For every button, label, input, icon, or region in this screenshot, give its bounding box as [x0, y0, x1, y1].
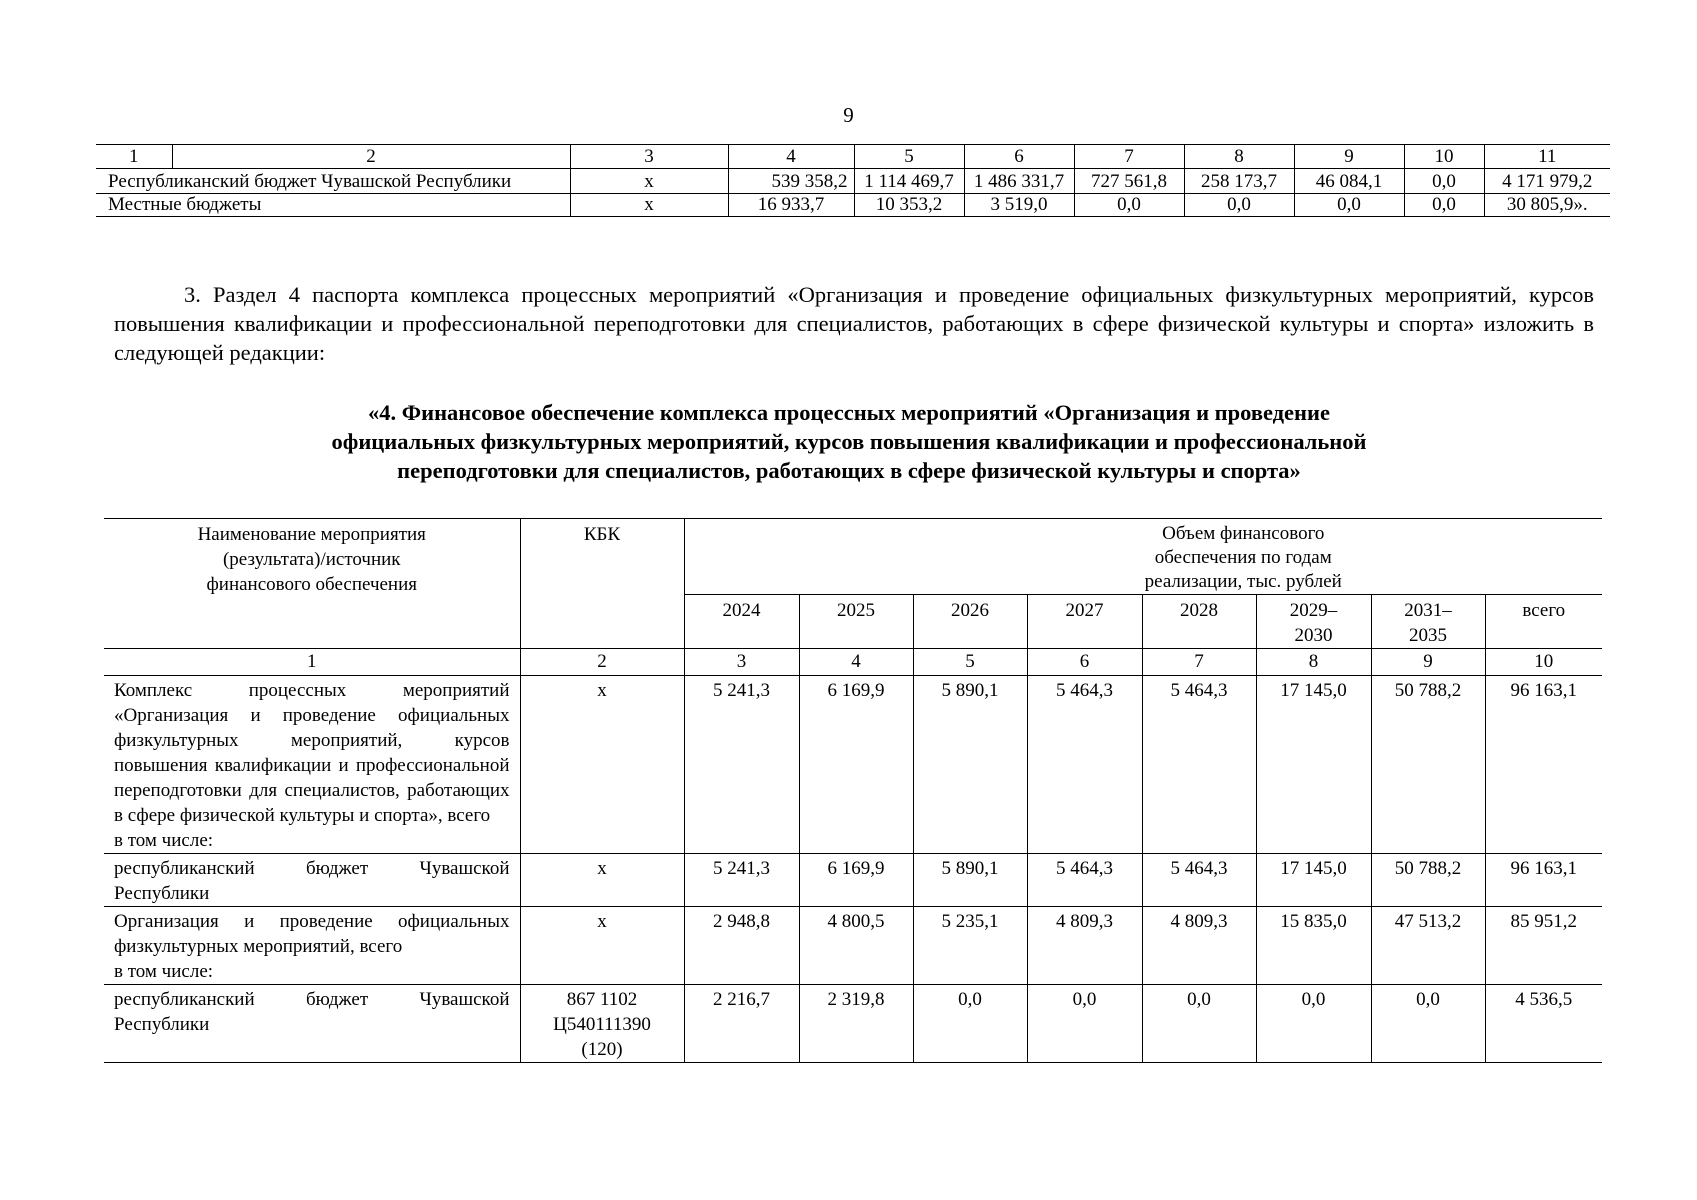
row-value: 0,0 — [1404, 169, 1484, 194]
header-year: 2025 — [799, 595, 913, 649]
row-value: 5 464,3 — [1142, 676, 1256, 854]
column-number: 8 — [1184, 145, 1294, 169]
continuation-table — [96, 144, 1610, 217]
row-value: 6 169,9 — [799, 676, 913, 854]
heading-line: «4. Финансовое обеспечение комплекса процессных мероприятий «Организация и проведение — [368, 400, 1330, 425]
row-name-cell — [104, 985, 520, 1063]
row-value: 50 788,2 — [1371, 676, 1485, 854]
financing-table — [104, 518, 1602, 1063]
table-row — [96, 194, 1610, 217]
row-value: 5 890,1 — [913, 854, 1027, 907]
column-numbers-row — [96, 145, 1610, 169]
row-name: республиканский бюджет Чувашской Республики — [114, 989, 510, 1035]
row-value: 17 145,0 — [1256, 676, 1371, 854]
column-number: 2 — [172, 145, 570, 169]
column-number: 7 — [1142, 649, 1256, 676]
row-value: 5 464,3 — [1027, 854, 1142, 907]
header-kbk-col: КБК — [520, 519, 684, 649]
column-number: 9 — [1294, 145, 1404, 169]
row-value: 0,0 — [1184, 194, 1294, 217]
row-value: 539 358,2 — [728, 169, 854, 194]
column-number: 3 — [684, 649, 799, 676]
column-number: 9 — [1371, 649, 1485, 676]
heading-line: официальных физкультурных мероприятий, курсов повышения квалификации и профессиональной — [331, 429, 1367, 454]
header-year: 2028 — [1142, 595, 1256, 649]
row-value: 0,0 — [1027, 985, 1142, 1063]
row-value: 46 084,1 — [1294, 169, 1404, 194]
row-name-extra: в том числе: — [114, 830, 214, 851]
row-kbk: х — [570, 169, 728, 194]
row-value: 0,0 — [913, 985, 1027, 1063]
column-number: 4 — [728, 145, 854, 169]
column-number: 2 — [520, 649, 684, 676]
row-value: 47 513,2 — [1371, 907, 1485, 985]
row-name: Республиканский бюджет Чувашской Республики — [96, 169, 570, 194]
row-kbk: х — [520, 676, 684, 854]
row-value: 0,0 — [1142, 985, 1256, 1063]
row-value: 5 890,1 — [913, 676, 1027, 854]
header-year: 2029–2030 — [1256, 595, 1371, 649]
header-year: 2031–2035 — [1371, 595, 1485, 649]
row-name-cell — [104, 907, 520, 985]
row-value: 0,0 — [1294, 194, 1404, 217]
row-kbk: х — [520, 907, 684, 985]
column-number: 1 — [104, 649, 520, 676]
header-year: 2027 — [1027, 595, 1142, 649]
table-row — [104, 676, 1602, 854]
header-row — [104, 519, 1602, 595]
row-value: 1 114 469,7 — [854, 169, 964, 194]
table-row — [104, 985, 1602, 1063]
row-value: 0,0 — [1256, 985, 1371, 1063]
row-value: 5 464,3 — [1027, 676, 1142, 854]
column-number: 6 — [964, 145, 1074, 169]
row-name-cell — [104, 854, 520, 907]
header-name-col: Наименование мероприятия (результата)/источник финансового обеспечения — [104, 519, 520, 649]
row-name: Организация и проведение официальных физкультурных мероприятий, всего — [114, 911, 510, 957]
row-value: 1 486 331,7 — [964, 169, 1074, 194]
row-kbk: х — [520, 854, 684, 907]
row-value: 15 835,0 — [1256, 907, 1371, 985]
column-numbers-row — [104, 649, 1602, 676]
column-number: 1 — [96, 145, 172, 169]
row-value: 2 319,8 — [799, 985, 913, 1063]
row-value: 5 241,3 — [684, 854, 799, 907]
column-number: 11 — [1484, 145, 1610, 169]
row-name: республиканский бюджет Чувашской Республики — [114, 858, 510, 904]
row-name-extra: в том числе: — [114, 961, 214, 982]
row-value: 10 353,2 — [854, 194, 964, 217]
row-value: 16 933,7 — [728, 194, 854, 217]
row-value: 6 169,9 — [799, 854, 913, 907]
column-number: 8 — [1256, 649, 1371, 676]
row-kbk: х — [570, 194, 728, 217]
section-heading — [150, 398, 1548, 485]
column-number: 10 — [1485, 649, 1602, 676]
row-value: 0,0 — [1371, 985, 1485, 1063]
table-row — [104, 854, 1602, 907]
row-value: 727 561,8 — [1074, 169, 1184, 194]
amendment-paragraph: 3. Раздел 4 паспорта комплекса процессных мероприятий «Организация и проведение официальных физкультурных мероприятий, курсов повышения квалификации и профессиональной переподготовки для специалистов, работающих в сфере физической культуры и спорта» изложить в следующей редакции: — [114, 282, 1594, 365]
row-name: Местные бюджеты — [96, 194, 570, 217]
page-number: 9 — [843, 103, 854, 127]
header-year: 2024 — [684, 595, 799, 649]
column-number: 5 — [854, 145, 964, 169]
row-value: 4 171 979,2 — [1484, 169, 1610, 194]
row-value: 96 163,1 — [1485, 854, 1602, 907]
row-value: 4 536,5 — [1485, 985, 1602, 1063]
row-name-cell — [104, 676, 520, 854]
row-value: 2 948,8 — [684, 907, 799, 985]
column-number: 7 — [1074, 145, 1184, 169]
row-value: 0,0 — [1074, 194, 1184, 217]
table-row — [96, 169, 1610, 194]
row-value: 5 241,3 — [684, 676, 799, 854]
row-value: 258 173,7 — [1184, 169, 1294, 194]
column-number: 5 — [913, 649, 1027, 676]
header-year: 2026 — [913, 595, 1027, 649]
row-value: 96 163,1 — [1485, 676, 1602, 854]
header-volume-col: Объем финансового обеспечения по годам реализации, тыс. рублей — [684, 519, 1602, 595]
row-value: 2 216,7 — [684, 985, 799, 1063]
row-value: 17 145,0 — [1256, 854, 1371, 907]
row-value: 0,0 — [1404, 194, 1484, 217]
row-value: 4 809,3 — [1027, 907, 1142, 985]
header-year: всего — [1485, 595, 1602, 649]
row-value: 5 235,1 — [913, 907, 1027, 985]
column-number: 6 — [1027, 649, 1142, 676]
heading-line: переподготовки для специалистов, работающих в сфере физической культуры и спорта» — [397, 458, 1301, 483]
row-value: 3 519,0 — [964, 194, 1074, 217]
table-row — [104, 907, 1602, 985]
column-number: 10 — [1404, 145, 1484, 169]
row-value: 85 951,2 — [1485, 907, 1602, 985]
row-value: 4 809,3 — [1142, 907, 1256, 985]
row-value: 5 464,3 — [1142, 854, 1256, 907]
row-value: 4 800,5 — [799, 907, 913, 985]
row-name: Комплекс процессных мероприятий «Организация и проведение официальных физкультурных мероприятий, курсов повышения квалификации и профессиональной переподготовки для специалистов, работающих в сфере физической культуры и спорта», всего — [114, 680, 510, 826]
column-number: 4 — [799, 649, 913, 676]
row-value: 30 805,9». — [1484, 194, 1610, 217]
row-kbk: 867 1102 Ц540111390 (120) — [520, 985, 684, 1063]
row-value: 50 788,2 — [1371, 854, 1485, 907]
column-number: 3 — [570, 145, 728, 169]
